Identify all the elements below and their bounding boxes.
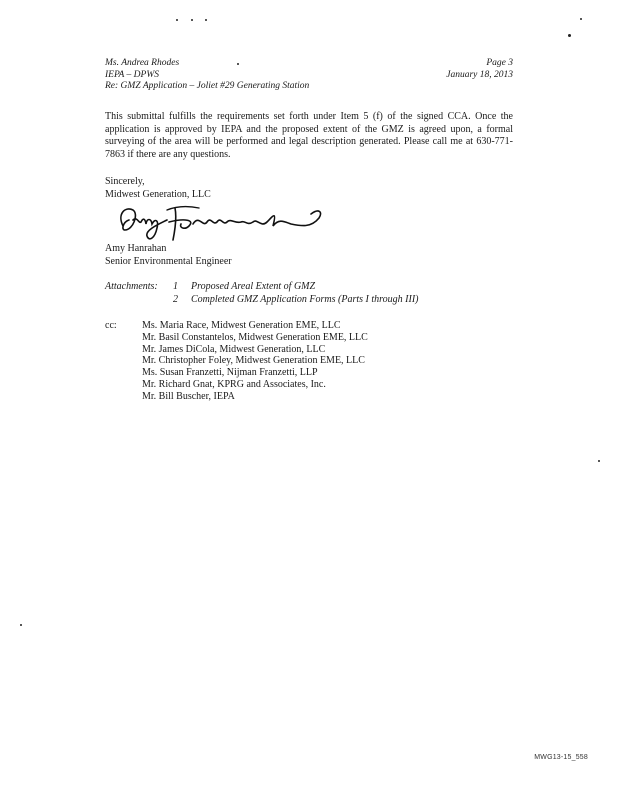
header-recipient-org: IEPA – DPWS xyxy=(105,69,160,80)
attachment-item xyxy=(173,281,315,294)
attachment-number: 2 xyxy=(173,293,178,305)
page-number: Page 3 xyxy=(486,58,513,68)
cc-label: cc: xyxy=(105,320,117,331)
letter-date: January 18, 2013 xyxy=(446,69,513,80)
bates-number: MWG13-15_558 xyxy=(534,754,588,761)
scan-speck xyxy=(20,624,22,626)
scan-speck xyxy=(580,18,582,20)
attachment-number: 1 xyxy=(173,281,178,292)
cc-recipient: Mr. James DiCola, Midwest Generation, LLC xyxy=(142,343,326,355)
signer-block xyxy=(105,243,232,268)
recipient-header xyxy=(105,58,309,93)
scan-speck xyxy=(205,19,207,21)
cc-list xyxy=(142,320,368,403)
scan-speck xyxy=(176,19,178,21)
cc-recipient: Mr. Christopher Foley, Midwest Generation EME, LLC xyxy=(142,355,365,367)
page-date-header xyxy=(446,58,513,81)
cc-recipient: Mr. Bill Buscher, IEPA xyxy=(142,390,235,402)
header-recipient-name: Ms. Andrea Rhodes xyxy=(105,58,180,68)
body-paragraph: This submittal fulfills the requirements set forth under Item 5 (f) of the signed CCA. Once the application is approved by IEPA and the proposed extent of the GMZ is agreed upon, a formal surveying of the area will be performed and legal description generated. Please call me at 630-771-7863 if there are any questions. xyxy=(105,111,513,160)
scan-speck xyxy=(568,34,571,37)
attachment-text: Proposed Areal Extent of GMZ xyxy=(191,281,316,292)
scan-speck xyxy=(598,460,600,462)
cc-recipient: Ms. Susan Franzetti, Nijman Franzetti, LLP xyxy=(142,367,318,379)
cc-recipient: Mr. Basil Constantelos, Midwest Generation EME, LLC xyxy=(142,331,368,343)
attachments-label: Attachments: xyxy=(105,281,158,292)
closing-block xyxy=(105,176,211,201)
scan-speck xyxy=(191,19,193,21)
header-subject: Re: GMZ Application – Joliet #29 Generating Station xyxy=(105,81,310,91)
signer-title: Senior Environmental Engineer xyxy=(105,255,232,267)
cc-recipient: Mr. Richard Gnat, KPRG and Associates, Inc. xyxy=(142,378,326,390)
attachment-item xyxy=(173,294,418,307)
attachment-text: Completed GMZ Application Forms (Parts I through III) xyxy=(191,293,419,305)
company-name: Midwest Generation, LLC xyxy=(105,188,211,200)
salutation: Sincerely, xyxy=(105,176,145,187)
signer-name: Amy Hanrahan xyxy=(105,243,167,254)
cc-recipient: Ms. Maria Race, Midwest Generation EME, LLC xyxy=(142,320,341,331)
handwritten-signature xyxy=(115,200,335,244)
